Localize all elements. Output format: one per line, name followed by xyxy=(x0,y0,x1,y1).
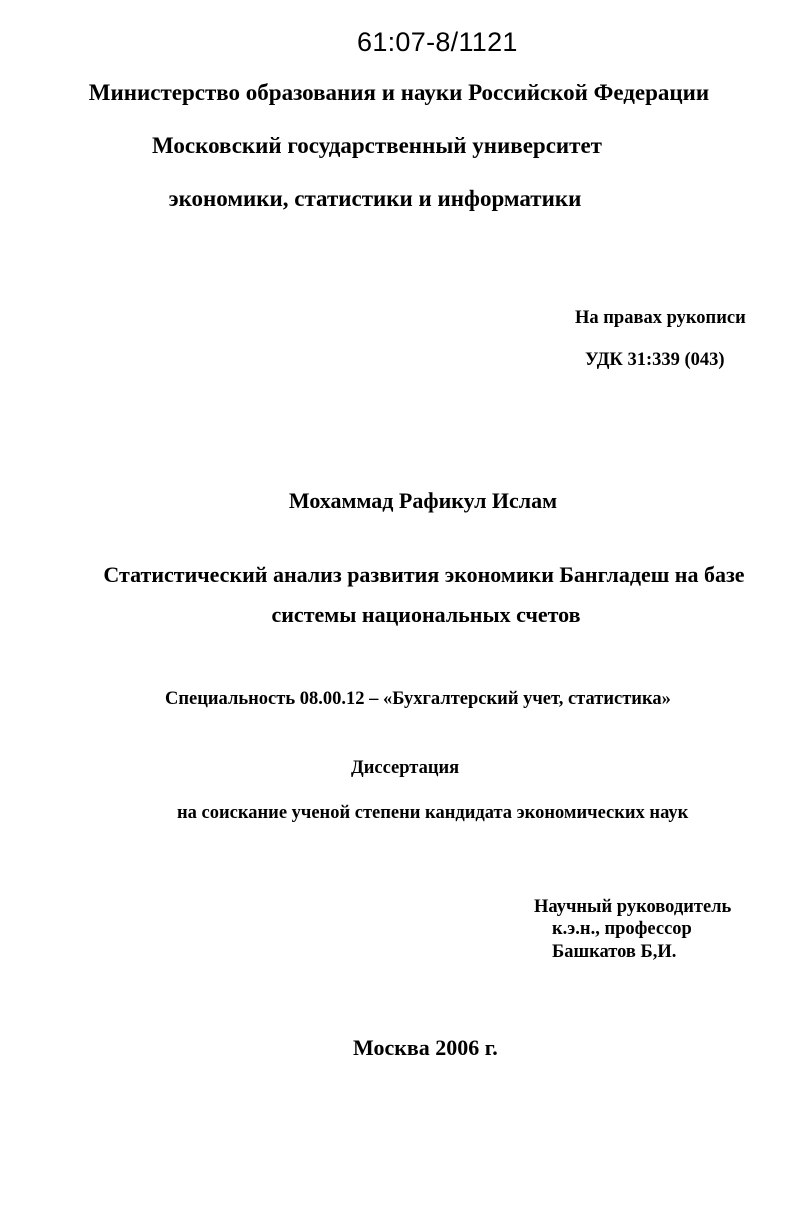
dissertation-title-line2: системы национальных счетов xyxy=(271,602,581,627)
university-heading-line2: экономики, статистики и информатики xyxy=(168,186,582,211)
rights-notice: На правах рукописи xyxy=(575,308,746,328)
specialty: Специальность 08.00.12 – «Бухгалтерский учет, статистика» xyxy=(165,689,671,709)
author-name: Мохаммад Рафикул Ислам xyxy=(288,488,558,513)
place-year: Москва 2006 г. xyxy=(353,1035,498,1060)
degree-line: на соискание ученой степени кандидата экономических наук xyxy=(177,803,689,823)
supervisor-label: Научный руководитель xyxy=(534,897,732,917)
udc-code: УДК 31:339 (043) xyxy=(585,350,725,370)
university-heading-line1: Московский государственный университет xyxy=(152,133,602,158)
catalog-stamp: 61:07-8/1121 xyxy=(357,27,518,57)
supervisor-name: Башкатов Б,И. xyxy=(552,942,677,962)
ministry-heading: Министерство образования и науки Российской Федерации xyxy=(88,80,710,105)
work-type: Диссертация xyxy=(351,758,460,778)
supervisor-title: к.э.н., профессор xyxy=(552,919,692,939)
dissertation-title-line1: Статистический анализ развития экономики Бангладеш на базе xyxy=(103,562,745,587)
